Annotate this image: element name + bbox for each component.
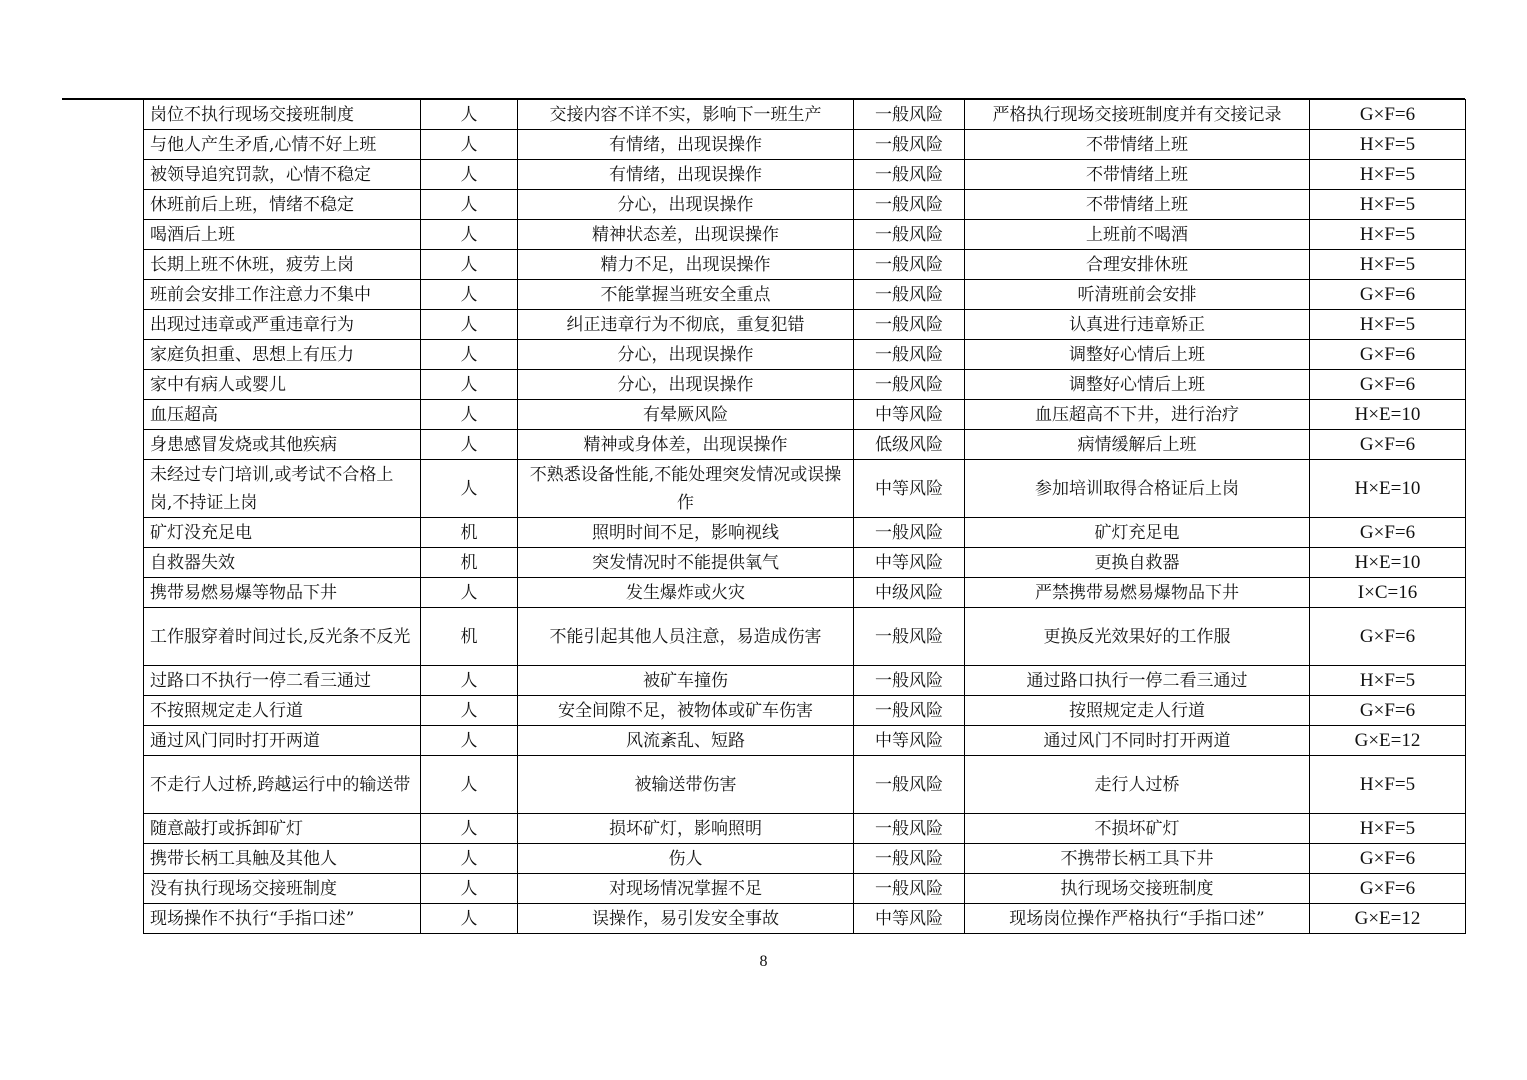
risk-level-cell: 一般风险 [854, 696, 965, 726]
risk-level-cell: 中等风险 [854, 400, 965, 430]
risk-level-cell: 中等风险 [854, 460, 965, 518]
consequence-cell: 分心，出现误操作 [518, 340, 854, 370]
control-measure-cell: 参加培训取得合格证后上岗 [965, 460, 1310, 518]
consequence-cell: 精神状态差，出现误操作 [518, 220, 854, 250]
risk-level-cell: 一般风险 [854, 340, 965, 370]
risk-level-cell: 一般风险 [854, 874, 965, 904]
consequence-cell: 不能引起其他人员注意，易造成伤害 [518, 608, 854, 666]
category-cell: 人 [421, 726, 518, 756]
risk-score-cell: H×E=10 [1310, 460, 1466, 518]
hazard-cell: 血压超高 [144, 400, 421, 430]
category-cell: 人 [421, 814, 518, 844]
category-cell: 人 [421, 756, 518, 814]
control-measure-cell: 调整好心情后上班 [965, 370, 1310, 400]
risk-level-cell: 一般风险 [854, 844, 965, 874]
risk-score-cell: H×F=5 [1310, 220, 1466, 250]
consequence-cell: 损坏矿灯，影响照明 [518, 814, 854, 844]
risk-score-cell: G×F=6 [1310, 370, 1466, 400]
category-cell: 人 [421, 340, 518, 370]
control-measure-cell: 严格执行现场交接班制度并有交接记录 [965, 100, 1310, 130]
risk-score-cell: H×F=5 [1310, 814, 1466, 844]
hazard-cell: 随意敲打或拆卸矿灯 [144, 814, 421, 844]
hazard-cell: 身患感冒发烧或其他疾病 [144, 430, 421, 460]
hazard-cell: 喝酒后上班 [144, 220, 421, 250]
category-cell: 人 [421, 100, 518, 130]
risk-score-cell: G×F=6 [1310, 340, 1466, 370]
hazard-cell: 家中有病人或婴儿 [144, 370, 421, 400]
table-row [144, 608, 1466, 666]
category-cell: 人 [421, 310, 518, 340]
risk-table [143, 99, 1466, 934]
control-measure-cell: 血压超高不下井，进行治疗 [965, 400, 1310, 430]
control-measure-cell: 走行人过桥 [965, 756, 1310, 814]
category-cell: 机 [421, 518, 518, 548]
control-measure-cell: 更换反光效果好的工作服 [965, 608, 1310, 666]
control-measure-cell: 矿灯充足电 [965, 518, 1310, 548]
hazard-cell: 过路口不执行一停二看三通过 [144, 666, 421, 696]
hazard-cell: 班前会安排工作注意力不集中 [144, 280, 421, 310]
hazard-cell: 携带长柄工具触及其他人 [144, 844, 421, 874]
risk-level-cell: 一般风险 [854, 608, 965, 666]
category-cell: 人 [421, 130, 518, 160]
risk-level-cell: 一般风险 [854, 100, 965, 130]
consequence-cell: 误操作，易引发安全事故 [518, 904, 854, 934]
table-row [144, 340, 1466, 370]
risk-score-cell: G×F=6 [1310, 874, 1466, 904]
consequence-cell: 被输送带伤害 [518, 756, 854, 814]
hazard-cell: 没有执行现场交接班制度 [144, 874, 421, 904]
consequence-cell: 安全间隙不足，被物体或矿车伤害 [518, 696, 854, 726]
consequence-cell: 交接内容不详不实，影响下一班生产 [518, 100, 854, 130]
table-row [144, 696, 1466, 726]
risk-level-cell: 一般风险 [854, 160, 965, 190]
risk-score-cell: G×F=6 [1310, 430, 1466, 460]
table-row [144, 518, 1466, 548]
risk-score-cell: H×F=5 [1310, 310, 1466, 340]
control-measure-cell: 严禁携带易燃易爆物品下井 [965, 578, 1310, 608]
hazard-cell: 与他人产生矛盾,心情不好上班 [144, 130, 421, 160]
risk-level-cell: 一般风险 [854, 190, 965, 220]
risk-table-body [144, 100, 1466, 934]
risk-score-cell: H×F=5 [1310, 756, 1466, 814]
consequence-cell: 发生爆炸或火灾 [518, 578, 854, 608]
hazard-cell: 自救器失效 [144, 548, 421, 578]
risk-level-cell: 一般风险 [854, 814, 965, 844]
table-row [144, 280, 1466, 310]
category-cell: 人 [421, 874, 518, 904]
risk-level-cell: 中等风险 [854, 904, 965, 934]
control-measure-cell: 通过风门不同时打开两道 [965, 726, 1310, 756]
hazard-cell: 被领导追究罚款，心情不稳定 [144, 160, 421, 190]
table-row [144, 160, 1466, 190]
consequence-cell: 纠正违章行为不彻底，重复犯错 [518, 310, 854, 340]
control-measure-cell: 执行现场交接班制度 [965, 874, 1310, 904]
control-measure-cell: 不带情绪上班 [965, 160, 1310, 190]
consequence-cell: 精神或身体差，出现误操作 [518, 430, 854, 460]
control-measure-cell: 更换自救器 [965, 548, 1310, 578]
category-cell: 人 [421, 430, 518, 460]
table-row [144, 400, 1466, 430]
hazard-cell: 出现过违章或严重违章行为 [144, 310, 421, 340]
table-row [144, 814, 1466, 844]
hazard-cell: 工作服穿着时间过长,反光条不反光 [144, 608, 421, 666]
control-measure-cell: 认真进行违章矫正 [965, 310, 1310, 340]
risk-score-cell: H×F=5 [1310, 250, 1466, 280]
control-measure-cell: 按照规定走人行道 [965, 696, 1310, 726]
control-measure-cell: 上班前不喝酒 [965, 220, 1310, 250]
risk-score-cell: H×F=5 [1310, 130, 1466, 160]
control-measure-cell: 病情缓解后上班 [965, 430, 1310, 460]
control-measure-cell: 调整好心情后上班 [965, 340, 1310, 370]
category-cell: 人 [421, 844, 518, 874]
risk-score-cell: G×F=6 [1310, 696, 1466, 726]
hazard-cell: 现场操作不执行“手指口述” [144, 904, 421, 934]
risk-level-cell: 一般风险 [854, 310, 965, 340]
risk-level-cell: 一般风险 [854, 666, 965, 696]
table-row [144, 220, 1466, 250]
category-cell: 机 [421, 548, 518, 578]
category-cell: 人 [421, 160, 518, 190]
table-row [144, 548, 1466, 578]
hazard-cell: 携带易燃易爆等物品下井 [144, 578, 421, 608]
consequence-cell: 分心，出现误操作 [518, 370, 854, 400]
category-cell: 人 [421, 190, 518, 220]
category-cell: 人 [421, 904, 518, 934]
hazard-cell: 不按照规定走人行道 [144, 696, 421, 726]
table-row [144, 430, 1466, 460]
control-measure-cell: 合理安排休班 [965, 250, 1310, 280]
control-measure-cell: 不携带长柄工具下井 [965, 844, 1310, 874]
table-row [144, 370, 1466, 400]
consequence-cell: 有情绪，出现误操作 [518, 160, 854, 190]
hazard-cell: 家庭负担重、思想上有压力 [144, 340, 421, 370]
table-row [144, 460, 1466, 518]
risk-score-cell: G×F=6 [1310, 844, 1466, 874]
consequence-cell: 有情绪，出现误操作 [518, 130, 854, 160]
table-row [144, 904, 1466, 934]
category-cell: 人 [421, 220, 518, 250]
risk-level-cell: 低级风险 [854, 430, 965, 460]
hazard-cell: 不走行人过桥,跨越运行中的输送带 [144, 756, 421, 814]
risk-score-cell: G×E=12 [1310, 726, 1466, 756]
category-cell: 人 [421, 578, 518, 608]
hazard-cell: 未经过专门培训,或考试不合格上岗,不持证上岗 [144, 460, 421, 518]
category-cell: 人 [421, 370, 518, 400]
consequence-cell: 伤人 [518, 844, 854, 874]
risk-level-cell: 中级风险 [854, 578, 965, 608]
table-row [144, 250, 1466, 280]
consequence-cell: 不能掌握当班安全重点 [518, 280, 854, 310]
consequence-cell: 被矿车撞伤 [518, 666, 854, 696]
risk-score-cell: G×F=6 [1310, 280, 1466, 310]
category-cell: 人 [421, 400, 518, 430]
control-measure-cell: 听清班前会安排 [965, 280, 1310, 310]
consequence-cell: 分心，出现误操作 [518, 190, 854, 220]
category-cell: 人 [421, 666, 518, 696]
consequence-cell: 照明时间不足，影响视线 [518, 518, 854, 548]
control-measure-cell: 不带情绪上班 [965, 190, 1310, 220]
risk-level-cell: 一般风险 [854, 518, 965, 548]
risk-score-cell: I×C=16 [1310, 578, 1466, 608]
risk-score-cell: G×F=6 [1310, 518, 1466, 548]
risk-level-cell: 一般风险 [854, 280, 965, 310]
risk-score-cell: H×F=5 [1310, 160, 1466, 190]
risk-score-cell: G×F=6 [1310, 100, 1466, 130]
table-row [144, 844, 1466, 874]
consequence-cell: 不熟悉设备性能,不能处理突发情况或误操作 [518, 460, 854, 518]
category-cell: 人 [421, 696, 518, 726]
control-measure-cell: 现场岗位操作严格执行“手指口述” [965, 904, 1310, 934]
risk-score-cell: H×E=10 [1310, 548, 1466, 578]
category-cell: 人 [421, 460, 518, 518]
page-number: 8 [759, 953, 768, 970]
table-row [144, 100, 1466, 130]
risk-level-cell: 一般风险 [854, 250, 965, 280]
consequence-cell: 对现场情况掌握不足 [518, 874, 854, 904]
consequence-cell: 有晕厥风险 [518, 400, 854, 430]
control-measure-cell: 不带情绪上班 [965, 130, 1310, 160]
table-row [144, 190, 1466, 220]
risk-level-cell: 一般风险 [854, 130, 965, 160]
risk-score-cell: H×E=10 [1310, 400, 1466, 430]
category-cell: 机 [421, 608, 518, 666]
table-row [144, 130, 1466, 160]
consequence-cell: 突发情况时不能提供氧气 [518, 548, 854, 578]
risk-level-cell: 中等风险 [854, 548, 965, 578]
hazard-cell: 通过风门同时打开两道 [144, 726, 421, 756]
risk-level-cell: 一般风险 [854, 220, 965, 250]
risk-score-cell: H×F=5 [1310, 190, 1466, 220]
table-row [144, 578, 1466, 608]
consequence-cell: 精力不足，出现误操作 [518, 250, 854, 280]
risk-score-cell: G×E=12 [1310, 904, 1466, 934]
table-row [144, 726, 1466, 756]
category-cell: 人 [421, 280, 518, 310]
table-row [144, 310, 1466, 340]
hazard-cell: 矿灯没充足电 [144, 518, 421, 548]
table-row [144, 874, 1466, 904]
hazard-cell: 休班前后上班，情绪不稳定 [144, 190, 421, 220]
risk-level-cell: 一般风险 [854, 756, 965, 814]
table-row [144, 666, 1466, 696]
hazard-cell: 岗位不执行现场交接班制度 [144, 100, 421, 130]
table-row [144, 756, 1466, 814]
risk-level-cell: 中等风险 [854, 726, 965, 756]
hazard-cell: 长期上班不休班，疲劳上岗 [144, 250, 421, 280]
risk-score-cell: G×F=6 [1310, 608, 1466, 666]
risk-level-cell: 一般风险 [854, 370, 965, 400]
consequence-cell: 风流紊乱、短路 [518, 726, 854, 756]
category-cell: 人 [421, 250, 518, 280]
risk-score-cell: H×F=5 [1310, 666, 1466, 696]
control-measure-cell: 不损坏矿灯 [965, 814, 1310, 844]
control-measure-cell: 通过路口执行一停二看三通过 [965, 666, 1310, 696]
